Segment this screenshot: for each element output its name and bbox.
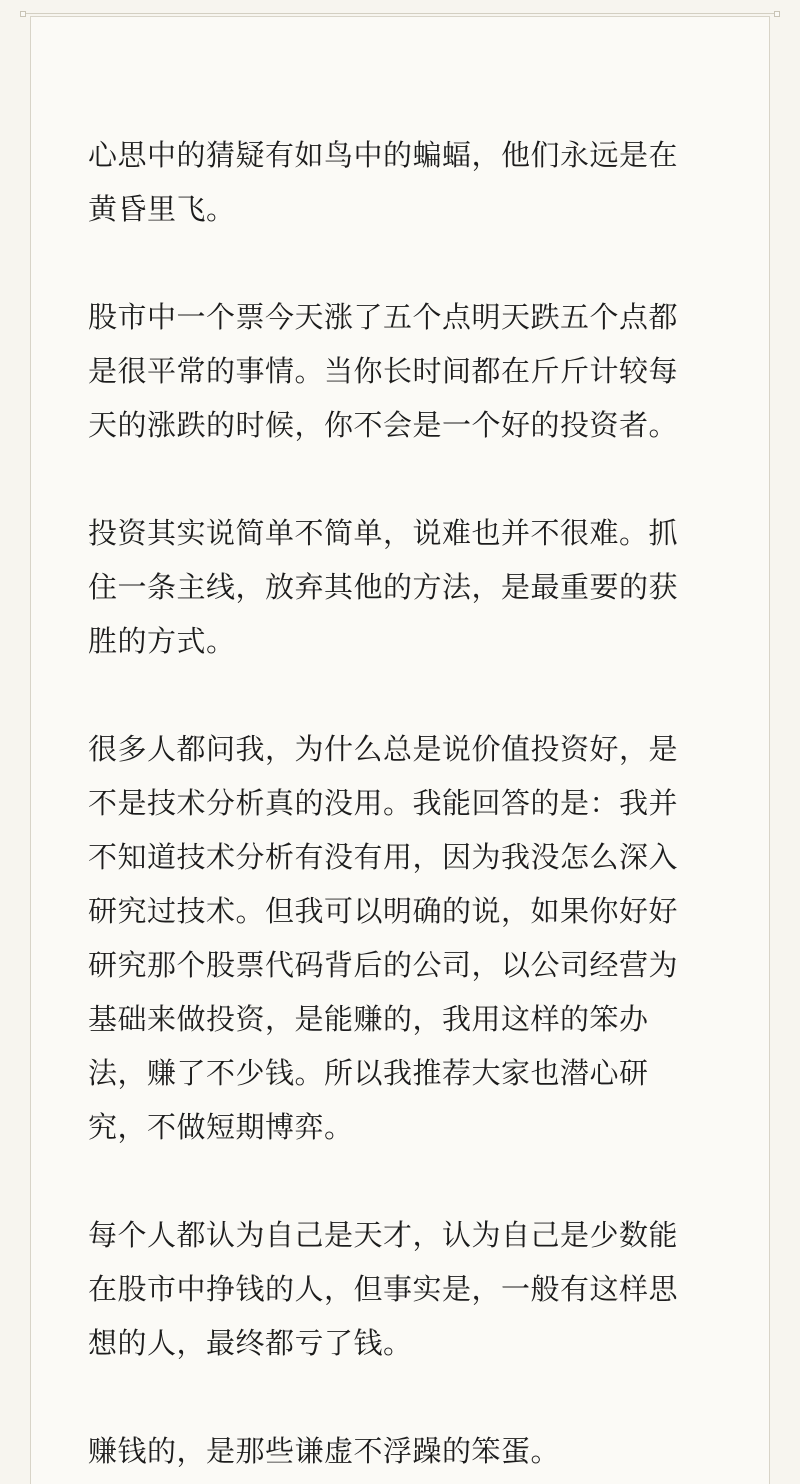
- paragraph-4: 很多人都问我，为什么总是说价值投资好，是 不是技术分析真的没用。我能回答的是：我并 不知道技术分析有没有用，因为我没怎么深入 研究过技术。但我可以明确的说，如果你好好 研究那个股票代码背后的公司，以公司经营为 基础来做投资，是能赚的，我用这样的笨办 法，赚了不少钱。所以我推荐大家也潜心研 究，不做短期博弈。: [88, 732, 679, 1144]
- article-body: [88, 128, 728, 1484]
- corner-ornament-right: [774, 11, 780, 17]
- paragraph-3: 投资其实说简单不简单，说难也并不很难。抓 住一条主线，放弃其他的方法，是最重要的获 胜的方式。: [88, 516, 679, 658]
- paragraph-6: 赚钱的，是那些谦虚不浮躁的笨蛋。: [88, 1434, 561, 1468]
- corner-ornament-left: [20, 11, 26, 17]
- top-border-rule: [26, 13, 774, 14]
- paragraph-1: 心思中的猜疑有如鸟中的蝙蝠，他们永远是在 黄昏里飞。: [88, 138, 679, 226]
- paragraph-2: 股市中一个票今天涨了五个点明天跌五个点都 是很平常的事情。当你长时间都在斤斤计较每 天的涨跌的时候，你不会是一个好的投资者。: [88, 300, 679, 442]
- paragraph-5: 每个人都认为自己是天才，认为自己是少数能 在股市中挣钱的人，但事实是，一般有这样思 想的人，最终都亏了钱。: [88, 1218, 679, 1360]
